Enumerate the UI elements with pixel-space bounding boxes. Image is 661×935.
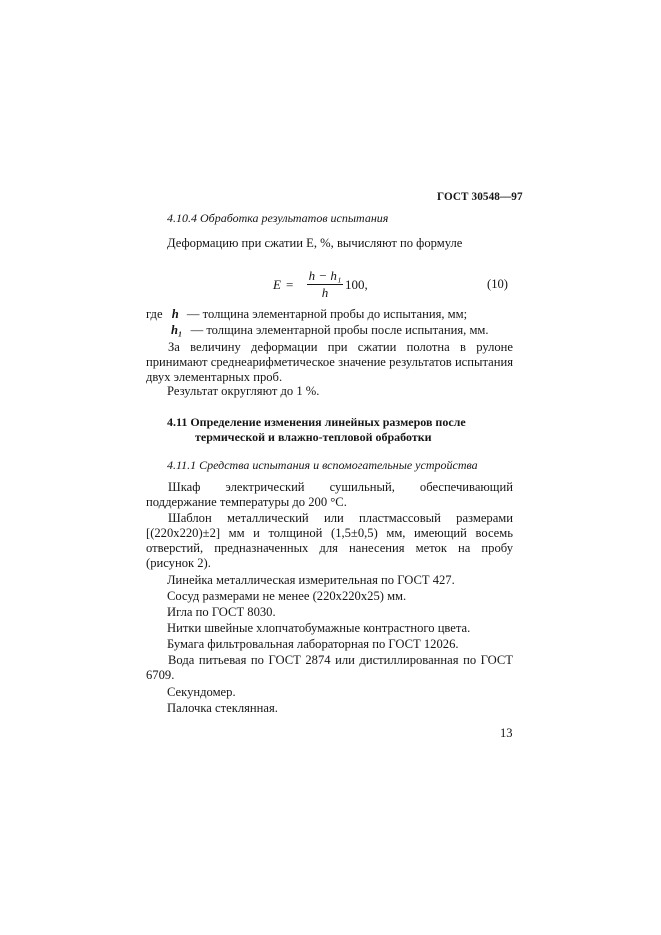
definition-text: толщина элементарной пробы до испытания, мм; [202,307,468,321]
definition-symbol: h [171,307,179,321]
equation-number: (10) [487,277,508,291]
list-item: Бумага фильтровальная лабораторная по ГОСТ 12026. [167,637,459,651]
definition-prefix: где [146,307,163,321]
list-item: Сосуд размерами не менее (220x220x25) мм. [167,589,407,603]
definition-h1 [171,323,489,338]
list-item: Шаблон металлический или пластмассовый размерами [(220x220)±2] мм и толщиной (1,5±0,5) мм, имеющий восемь отверстий, предназначенных для нанесения меток на пробу (рисунок 2). [146,511,513,570]
list-item: Шкаф электрический сушильный, обеспечивающий поддержание температуры до 200 °С. [146,480,513,509]
subheading-4-10-4: 4.10.4 Обработка результатов испытания [167,211,389,225]
list-item: Игла по ГОСТ 8030. [167,605,276,619]
definition-symbol: h₁ [171,323,183,337]
formula-denominator: h [307,284,343,301]
standard-header: ГОСТ 30548—97 [437,191,523,203]
definition-dash: — [186,307,200,321]
list-item: Палочка стеклянная. [167,701,278,715]
formula-lhs: E [273,277,281,292]
section-title-line2: термической и влажно-тепловой обработки [195,430,432,444]
list-item: Секундомер. [167,685,236,699]
formula-equals: = [286,277,294,292]
subheading-4-11-1: 4.11.1 Средства испытания и вспомогательные устройства [167,458,478,472]
paragraph-result: За величину деформации при сжатии полотна в рулоне принимают среднеарифметическое значение результатов испытания двух элементарных проб. [146,340,513,384]
section-title-4-11 [167,415,466,445]
paragraph-rounding: Результат округляют до 1 %. [167,384,320,398]
formula-numerator: h − h₁ [308,268,342,283]
list-item: Нитки швейные хлопчатобумажные контрастного цвета. [167,621,471,635]
formula-intro: Деформацию при сжатии E, %, вычисляют по формуле [167,236,463,250]
list-item: Линейка металлическая измерительная по ГОСТ 427. [167,573,455,587]
formula-multiplier: 100, [345,277,368,292]
definition-h [146,307,467,322]
definition-text: толщина элементарной пробы после испытания, мм. [206,323,489,337]
formula-fraction [307,268,343,301]
list-item: Вода питьевая по ГОСТ 2874 или дистиллированная по ГОСТ 6709. [146,653,513,682]
section-title-line1: 4.11 Определение изменения линейных размеров после [167,415,466,429]
definition-dash: — [190,323,204,337]
page-number: 13 [500,726,513,740]
